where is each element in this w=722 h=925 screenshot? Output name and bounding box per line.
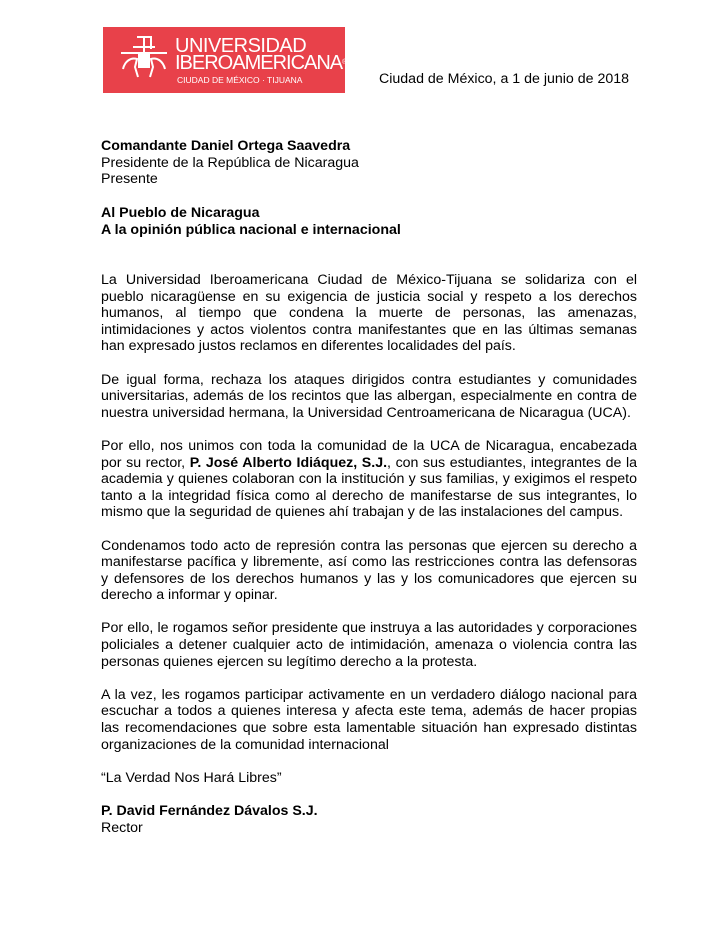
paragraph: Condenamos todo acto de represión contra las personas que ejercen su derecho a manifestarse pacífica y libremente, así como las restricciones contra las defensoras y defensores de los derechos humanos y las y los comunicadores que ejercen su derecho a informar y opinar. (101, 537, 637, 604)
letter-body (101, 272, 637, 836)
paragraph: A la vez, les rogamos participar activamente en un verdadero diálogo nacional para escuchar a todos a quienes interesa y afecta este tema, además de hacer propias las recomendaciones que sobre esta lamentable situación han expresado distintas organizaciones de la comunidad internacional (101, 686, 637, 753)
addressee: Al Pueblo de Nicaragua (101, 205, 260, 221)
recipient-title: Presidente de la República de Nicaragua (101, 154, 359, 171)
signature-role: Rector (101, 819, 143, 836)
logo-line-3: CIUDAD DE MÉXICO · TIJUANA (177, 75, 303, 85)
paragraph: De igual forma, rechaza los ataques dirigidos contra estudiantes y comunidades universitarias, además de los recintos que las albergan, especialmente en contra de nuestra universidad hermana, la Universidad Centroamericana de Nicaragua (UCA). (101, 371, 637, 421)
recipient-presente: Presente (101, 171, 158, 188)
paragraph: La Universidad Iberoamericana Ciudad de México-Tijuana se solidariza con el pueblo nicaragüense en su exigencia de justicia social y respeto a los derechos humanos, al tiempo que condena la muerte de personas, las amenazas, intimidaciones y actos violentos contra manifestantes que en las últimas semanas han expresado justos reclamos en diferentes localidades del país. (101, 272, 637, 355)
logo-line-2: IBEROAMERICANA® (175, 52, 347, 74)
recipient-block (101, 138, 637, 188)
crest-icon (117, 35, 171, 83)
paragraph: Por ello, nos unimos con toda la comunidad de la UCA de Nicaragua, encabezada por su rector, P. José Alberto Idiáquez, S.J., con sus estudiantes, integrantes de la academia y quienes colaboran con la institución y sus familias, y exigimos el respeto tanto a la integridad física como al derecho de manifestarse de sus integrantes, lo mismo que la seguridad de quienes ahí trabajan y de las instalaciones del campus. (101, 437, 637, 521)
signature-name: P. David Fernández Dávalos S.J. (101, 803, 318, 819)
paragraph: Por ello, le rogamos señor presidente que instruya a las autoridades y corporaciones policiales a detener cualquier acto de intimidación, amenaza o violencia contra las personas quienes ejercen su legítimo derecho a la protesta. (101, 620, 637, 670)
motto: “La Verdad Nos Hará Libres” (101, 769, 282, 786)
letter-date: Ciudad de México, a 1 de junio de 2018 (379, 71, 630, 87)
university-logo (103, 27, 345, 93)
logo-line-1: UNIVERSIDAD (175, 35, 307, 57)
addressees-block (101, 205, 637, 238)
recipient-name: Comandante Daniel Ortega Saavedra (101, 138, 351, 154)
addressee: A la opinión pública nacional e internacional (101, 221, 401, 238)
rector-uca-name: P. José Alberto Idiáquez, S.J. (189, 454, 388, 471)
